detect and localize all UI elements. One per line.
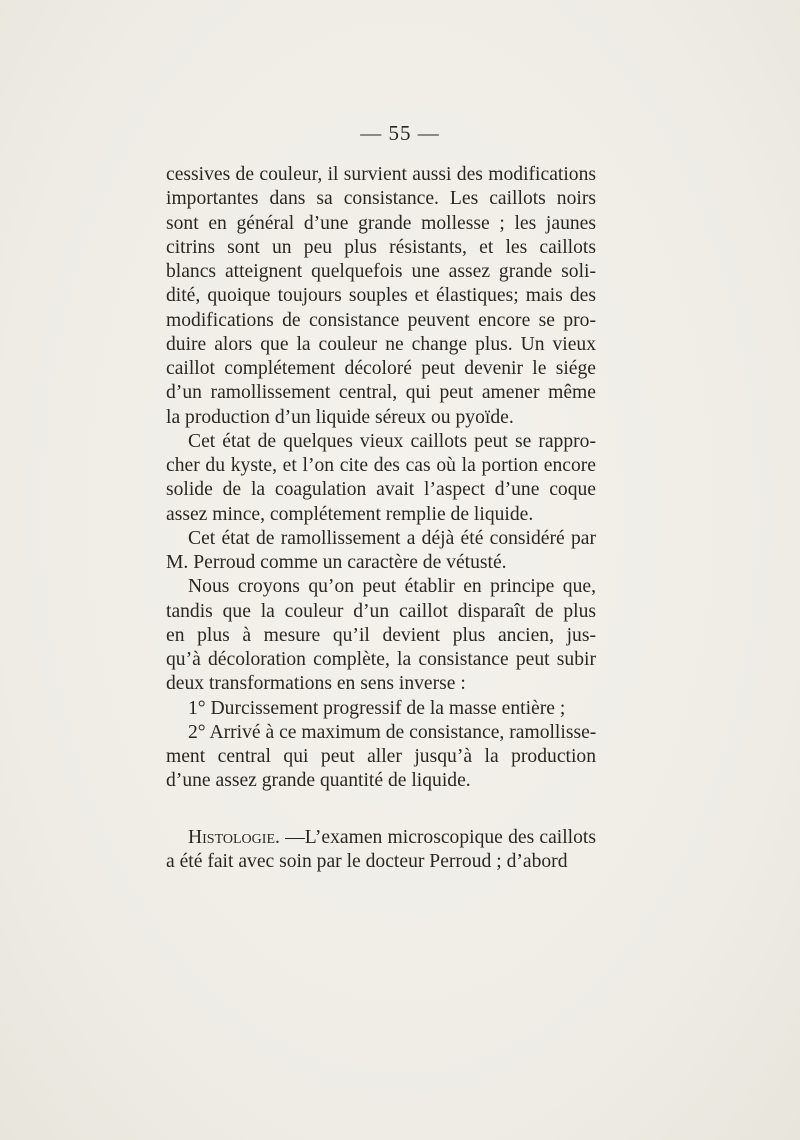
text-line: deux transformations en sens inverse : — [166, 673, 466, 695]
text-line: 2° Arrivé à ce maximum de consistance, ramollisse- — [188, 721, 597, 743]
text-line: importantes dans sa consistance. Les caillots noirs — [166, 188, 596, 210]
text-line: cher du kyste, et l’on cite des cas où la portion encore — [166, 455, 596, 476]
text-line: assez mince, complétement remplie de liquide. — [166, 503, 534, 525]
section-heading: Histologie. — [188, 826, 280, 848]
text-line: a été fait avec soin par le docteur Perroud ; d’abord — [166, 850, 568, 872]
text-line: tandis que la couleur d’un caillot disparaît de plus — [166, 600, 596, 622]
list-item-durcissement — [166, 697, 596, 721]
paragraph-histologie — [166, 826, 596, 875]
text-line: d’un ramollissement central, qui peut amener même — [166, 382, 596, 404]
text-line: blancs atteignent quelquefois une assez grande soli- — [166, 261, 596, 282]
text-line: d’une assez grande quantité de liquide. — [166, 770, 471, 792]
list-item-ramollissement — [166, 721, 596, 794]
text-line: citrins sont un peu plus résistants, et les caillots — [166, 236, 596, 258]
text-line: solide de la coagulation avait l’aspect d’une coque — [166, 479, 596, 501]
text-line: Nous croyons qu’on peut établir en principe que, — [188, 576, 596, 598]
text-line: caillot complétement décoloré peut devenir le siége — [166, 358, 596, 379]
text-line: M. Perroud comme un caractère de vétusté. — [166, 552, 507, 573]
text-line: modifications de consistance peuvent encore se pro- — [166, 309, 596, 331]
paragraph-vetuste — [166, 527, 596, 576]
text-line: sont en général d’une grande mollesse ; les jaunes — [166, 212, 596, 234]
heading-continuation: —L’examen microscopique des caillots — [285, 826, 596, 848]
text-line: duire alors que la couleur ne change plus. Un vieux — [166, 333, 596, 355]
text-line: cessives de couleur, il survient aussi des modifications — [166, 164, 596, 185]
text-line: dité, quoique toujours souples et élastiques; mais des — [166, 285, 596, 307]
text-line: qu’à décoloration complète, la consistance peut subir — [166, 649, 596, 670]
paragraph-kyste — [166, 430, 596, 527]
body-text — [166, 163, 596, 874]
section-gap — [166, 794, 596, 826]
text-line: en plus à mesure qu’il devient plus ancien, jus- — [166, 624, 596, 646]
page-number: — 55 — — [360, 121, 440, 145]
paragraph-principe — [166, 575, 596, 696]
text-line: 1° Durcissement progressif de la masse entière ; — [188, 697, 566, 719]
text-line — [166, 826, 596, 850]
text-line: Cet état de ramollissement a déjà été considéré par — [188, 527, 596, 549]
text-line: ment central qui peut aller jusqu’à la production — [166, 746, 596, 767]
text-line: la production d’un liquide séreux ou pyoïde. — [166, 406, 514, 428]
paragraph-consistance — [166, 163, 596, 430]
text-line: Cet état de quelques vieux caillots peut se rappro- — [188, 430, 596, 452]
